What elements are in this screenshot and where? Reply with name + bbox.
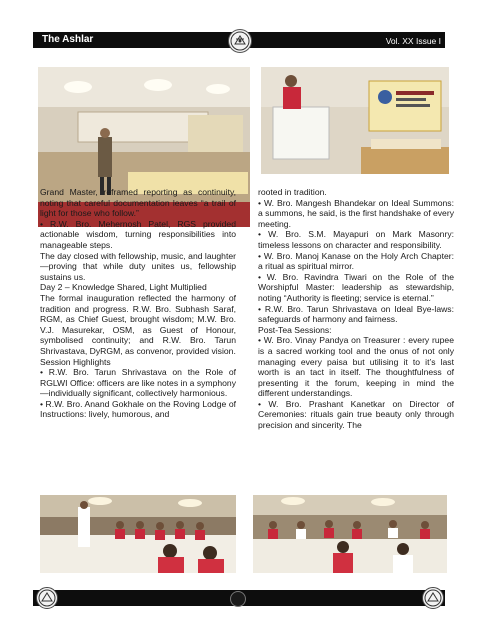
paragraph: • W. Bro. Manoj Kanase on the Holy Arch Chapter: a ritual as spiritual mirror. xyxy=(258,250,454,272)
paragraph: • W. Bro. Mangesh Bhandekar on Ideal Summons: a summons, he said, is the first handshake of every meeting. xyxy=(258,197,454,229)
paragraph: • R.W. Bro. Anand Gokhale on the Roving Lodge of Instructions: lively, humorous, and xyxy=(40,398,236,420)
page-marker-icon xyxy=(230,591,246,607)
magazine-title: The Ashlar xyxy=(42,34,94,45)
audience-seated-photo xyxy=(40,495,236,573)
section-heading: Day 2 – Knowledge Shared, Light Multiplied xyxy=(40,282,207,293)
audience-tables-photo xyxy=(253,495,447,573)
issue-label: Vol. XX Issue I xyxy=(385,36,441,46)
paragraph: • W. Bro. S.M. Mayapuri on Mark Masonry: timeless lessons on character and responsibility. xyxy=(258,229,454,250)
section-heading: Session Highlights xyxy=(40,356,111,367)
paragraph: • R.W. Bro. Tarun Shrivastava on Ideal Bye-laws: safeguards of harmony and fairness. xyxy=(258,303,454,325)
paragraph: • R.W. Bro. Tarun Shrivastava on the Role of RGLWI Office: officers are like notes in a symphony—individually significant, collectively harmonious. xyxy=(40,367,236,399)
paragraph: rooted in tradition. xyxy=(258,187,327,197)
masonic-emblem-icon xyxy=(228,29,252,53)
paragraph: • W. Bro. Prashant Kanetkar on Director of Ceremonies: rituals gain true beauty only through precision and sincerity. The xyxy=(258,398,454,431)
paragraph: • W. Bro. Vinay Pandya on Treasurer : every rupee is a sacred working tool and the onus of not only managing every paisa but utilising it to it’s last worth is an tact in itself. The thoughtfulness of presenting it the forum, keeping in mind the different understandings. xyxy=(258,335,454,399)
right-text-column xyxy=(258,187,454,431)
paragraph: Grand Master, reframed reporting as continuity, noting that careful documentation leaves “a trail of light for those who follow.” xyxy=(40,187,236,219)
left-footer-emblem-icon xyxy=(36,587,58,609)
podium-speaker-photo xyxy=(261,67,449,174)
paragraph: The day closed with fellowship, music, and laughter—proving that while duty unites us, fellowship sustains us. xyxy=(40,250,236,282)
paragraph: • R.W. Bro. Mehernosh Patel, RGS provided actionable wisdom, turning responsibilities into manageable steps. xyxy=(40,218,236,250)
left-text-column xyxy=(40,187,236,420)
paragraph: • W. Bro. Ravindra Tiwari on the Role of the Worshipful Master: leadership as stewardship, noting “Authority is fleeting; service is eternal.” xyxy=(258,271,454,303)
paragraph: The formal inauguration reflected the harmony of tradition and progress. R.W. Bro. Subhash Saraf, RGM, as Chief Guest, brought wisdom; M.W. Bro. V.J. Masurekar, OSM, as Guest of Honour, symbolised continuity; and R.W. Bro. Tarun Shrivastava, DyRGM, as convenor, provided vision. xyxy=(40,292,236,356)
right-footer-emblem-icon xyxy=(422,587,444,609)
section-heading: Post-Tea Sessions: xyxy=(258,324,332,335)
